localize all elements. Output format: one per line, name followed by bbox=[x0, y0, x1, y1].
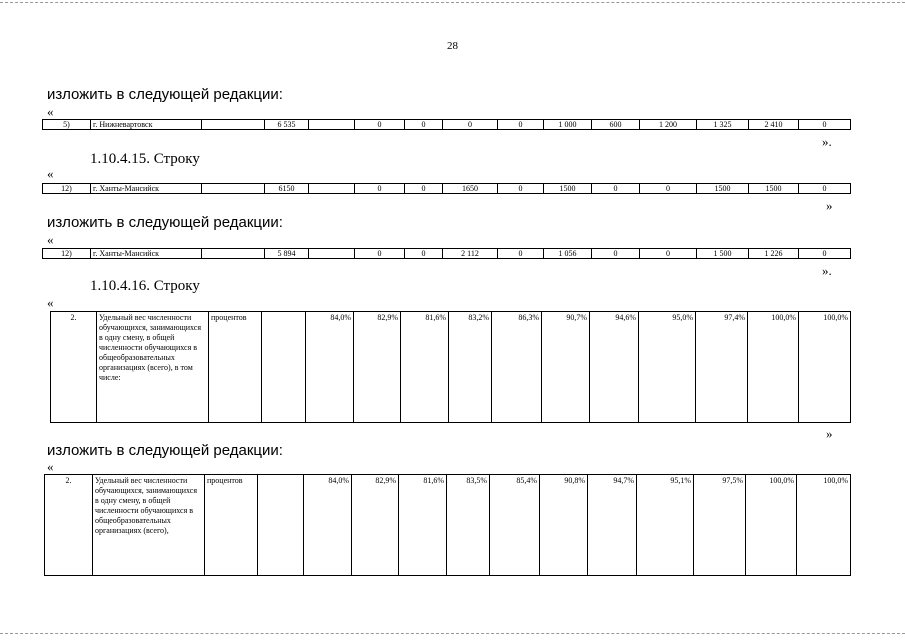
row-cell: 1500 bbox=[697, 184, 749, 194]
row-cell: 600 bbox=[592, 120, 640, 130]
row-cell bbox=[202, 249, 265, 259]
indicator-value: 100,0% bbox=[748, 312, 799, 423]
row-cell: г. Ханты-Мансийск bbox=[91, 249, 202, 259]
row-cell: г. Ханты-Мансийск bbox=[91, 184, 202, 194]
replace-heading-1: изложить в следующей редакции: bbox=[47, 86, 283, 103]
close-quote-3: ». bbox=[822, 263, 832, 278]
indicator-blank bbox=[262, 312, 306, 423]
row-cell bbox=[309, 249, 355, 259]
indicator-value: 100,0% bbox=[799, 312, 851, 423]
indicator-value: 82,9% bbox=[352, 475, 399, 576]
indicator-name: Удельный вес численности обучающихся, занимающихся в одну смену, в общей численности обучающихся в общеобразовательных организациях (всего), bbox=[93, 475, 205, 576]
row-cell: 0 bbox=[640, 184, 697, 194]
row-cell bbox=[202, 184, 265, 194]
row-cell: 5 894 bbox=[265, 249, 309, 259]
row-cell: 1 000 bbox=[544, 120, 592, 130]
indicator-value: 83,5% bbox=[447, 475, 490, 576]
row-cell: 0 bbox=[355, 249, 405, 259]
row-cell: 0 bbox=[592, 249, 640, 259]
indicator-value: 83,2% bbox=[449, 312, 492, 423]
indicator-unit: процентов bbox=[209, 312, 262, 423]
row-cell: 1650 bbox=[443, 184, 498, 194]
row-cell: 1 226 bbox=[749, 249, 799, 259]
row-cell: 0 bbox=[498, 120, 544, 130]
row-cell: 0 bbox=[799, 120, 851, 130]
indicator-value: 90,8% bbox=[540, 475, 588, 576]
page-number: 28 bbox=[447, 40, 458, 52]
row-cell: 1500 bbox=[544, 184, 592, 194]
row-cell: 1 056 bbox=[544, 249, 592, 259]
row-cell: 1 500 bbox=[697, 249, 749, 259]
section-1-10-4-16: 1.10.4.16. Строку bbox=[90, 278, 200, 294]
open-quote-1: « bbox=[47, 104, 54, 119]
indicator-value: 81,6% bbox=[399, 475, 447, 576]
row-cell bbox=[202, 120, 265, 130]
indicator-value: 100,0% bbox=[746, 475, 797, 576]
row-cell: 0 bbox=[498, 184, 544, 194]
replace-heading-3: изложить в следующей редакции: bbox=[47, 442, 283, 459]
open-quote-3: « bbox=[47, 232, 54, 247]
row-cell: 0 bbox=[592, 184, 640, 194]
row-khanty-new bbox=[42, 248, 851, 259]
row-cell: 1500 bbox=[749, 184, 799, 194]
row-cell: 0 bbox=[799, 249, 851, 259]
indicator-value: 84,0% bbox=[306, 312, 354, 423]
indicator-num: 2. bbox=[45, 475, 93, 576]
row-cell: 2 410 bbox=[749, 120, 799, 130]
row-cell: 0 bbox=[405, 184, 443, 194]
indicator-value: 82,9% bbox=[354, 312, 401, 423]
row-cell: 6150 bbox=[265, 184, 309, 194]
close-quote-4: » bbox=[826, 426, 833, 441]
row-cell: 6 535 bbox=[265, 120, 309, 130]
indicator-value: 94,6% bbox=[590, 312, 639, 423]
row-cell: 1 325 bbox=[697, 120, 749, 130]
row-cell: 0 bbox=[405, 249, 443, 259]
indicator-name: Удельный вес численности обучающихся, занимающихся в одну смену, в общей численности обучающихся в общеобразовательных организациях (всего), в том числе: bbox=[97, 312, 209, 423]
scan-edge-top bbox=[0, 2, 905, 3]
indicator-value: 81,6% bbox=[401, 312, 449, 423]
replace-heading-2: изложить в следующей редакции: bbox=[47, 214, 283, 231]
scan-edge-bottom bbox=[0, 633, 905, 634]
row-cell: г. Нижневартовск bbox=[91, 120, 202, 130]
row-cell: 0 bbox=[498, 249, 544, 259]
open-quote-4: « bbox=[47, 295, 54, 310]
row-cell: 0 bbox=[355, 184, 405, 194]
row-cell: 5) bbox=[43, 120, 91, 130]
indicator-num: 2. bbox=[51, 312, 97, 423]
open-quote-2: « bbox=[47, 166, 54, 181]
indicator-value: 95,0% bbox=[639, 312, 696, 423]
row-cell: 12) bbox=[43, 184, 91, 194]
indicator-value: 97,4% bbox=[696, 312, 748, 423]
indicator-value: 95,1% bbox=[637, 475, 694, 576]
indicator-value: 86,3% bbox=[492, 312, 542, 423]
row-khanty-old bbox=[42, 183, 851, 194]
row-cell bbox=[309, 184, 355, 194]
row-cell: 0 bbox=[355, 120, 405, 130]
section-1-10-4-15: 1.10.4.15. Строку bbox=[90, 151, 200, 167]
row-cell bbox=[309, 120, 355, 130]
indicator-value: 94,7% bbox=[588, 475, 637, 576]
row-cell: 1 200 bbox=[640, 120, 697, 130]
indicator-value: 90,7% bbox=[542, 312, 590, 423]
close-quote-2: » bbox=[826, 198, 833, 213]
row-nizhnevartovsk-new bbox=[42, 119, 851, 130]
indicator-blank bbox=[258, 475, 304, 576]
open-quote-5: « bbox=[47, 459, 54, 474]
row-cell: 2 112 bbox=[443, 249, 498, 259]
row-cell: 12) bbox=[43, 249, 91, 259]
indicator-value: 85,4% bbox=[490, 475, 540, 576]
indicator-value: 100,0% bbox=[797, 475, 851, 576]
indicator-table-new bbox=[44, 474, 851, 576]
row-cell: 0 bbox=[640, 249, 697, 259]
indicator-value: 84,0% bbox=[304, 475, 352, 576]
row-cell: 0 bbox=[799, 184, 851, 194]
close-quote-1: ». bbox=[822, 134, 832, 149]
indicator-table-old bbox=[50, 311, 851, 423]
indicator-unit: процентов bbox=[205, 475, 258, 576]
row-cell: 0 bbox=[443, 120, 498, 130]
row-cell: 0 bbox=[405, 120, 443, 130]
indicator-value: 97,5% bbox=[694, 475, 746, 576]
